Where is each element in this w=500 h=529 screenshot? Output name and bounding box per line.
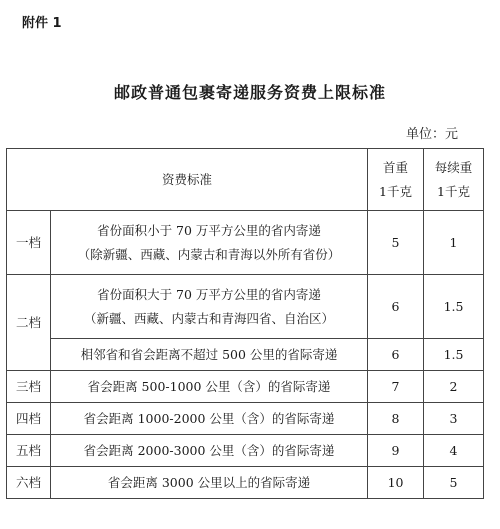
table-header-row [7, 149, 484, 211]
tier-cell: 三档 [7, 371, 51, 403]
header-standard: 资费标准 [7, 149, 368, 211]
tier-cell: 四档 [7, 403, 51, 435]
table-row [7, 403, 484, 435]
unit-label: 单位：元 [405, 127, 458, 142]
header-extra-line1: 每续重 [434, 159, 473, 175]
table-row [7, 371, 484, 403]
first-weight-cell: 6 [368, 339, 424, 371]
description-cell: 省会距离 1000-2000 公里（含）的省际寄递 [51, 403, 368, 435]
header-extra-line2: 1千克 [437, 183, 470, 199]
extra-weight-cell: 1.5 [424, 339, 484, 371]
first-weight-cell: 7 [368, 371, 424, 403]
table-row [7, 339, 484, 371]
header-first-weight [368, 149, 424, 211]
tier-cell: 六档 [7, 467, 51, 499]
tier-cell: 一档 [7, 211, 51, 275]
description-cell: 省会距离 500-1000 公里（含）的省际寄递 [51, 371, 368, 403]
header-first-line1: 首重 [383, 159, 409, 175]
tier-cell: 二档 [7, 275, 51, 371]
tier-cell: 五档 [7, 435, 51, 467]
table-row [7, 211, 484, 275]
document-title: 邮政普通包裹寄递服务资费上限标准 [113, 83, 386, 102]
header-extra-weight [424, 149, 484, 211]
table-row [7, 275, 484, 339]
extra-weight-cell: 5 [424, 467, 484, 499]
fee-table [6, 148, 484, 499]
extra-weight-cell: 1.5 [424, 275, 484, 339]
description-cell [51, 275, 368, 339]
attachment-label: 附件 1 [22, 16, 62, 31]
first-weight-cell: 8 [368, 403, 424, 435]
first-weight-cell: 9 [368, 435, 424, 467]
first-weight-cell: 5 [368, 211, 424, 275]
description-line1: 省份面积大于 70 万平方公里的省内寄递 [97, 286, 321, 302]
extra-weight-cell: 2 [424, 371, 484, 403]
description-cell: 相邻省和省会距离不超过 500 公里的省际寄递 [51, 339, 368, 371]
header-first-line2: 1千克 [379, 183, 412, 199]
extra-weight-cell: 1 [424, 211, 484, 275]
description-line2: （除新疆、西藏、内蒙古和青海以外所有省份） [77, 246, 341, 262]
description-cell: 省会距离 2000-3000 公里（含）的省际寄递 [51, 435, 368, 467]
table-row [7, 435, 484, 467]
description-cell: 省会距离 3000 公里以上的省际寄递 [51, 467, 368, 499]
extra-weight-cell: 4 [424, 435, 484, 467]
description-cell [51, 211, 368, 275]
table-row [7, 467, 484, 499]
first-weight-cell: 6 [368, 275, 424, 339]
description-line1: 省份面积小于 70 万平方公里的省内寄递 [97, 222, 321, 238]
first-weight-cell: 10 [368, 467, 424, 499]
extra-weight-cell: 3 [424, 403, 484, 435]
description-line2: （新疆、西藏、内蒙古和青海四省、自治区） [84, 310, 335, 326]
